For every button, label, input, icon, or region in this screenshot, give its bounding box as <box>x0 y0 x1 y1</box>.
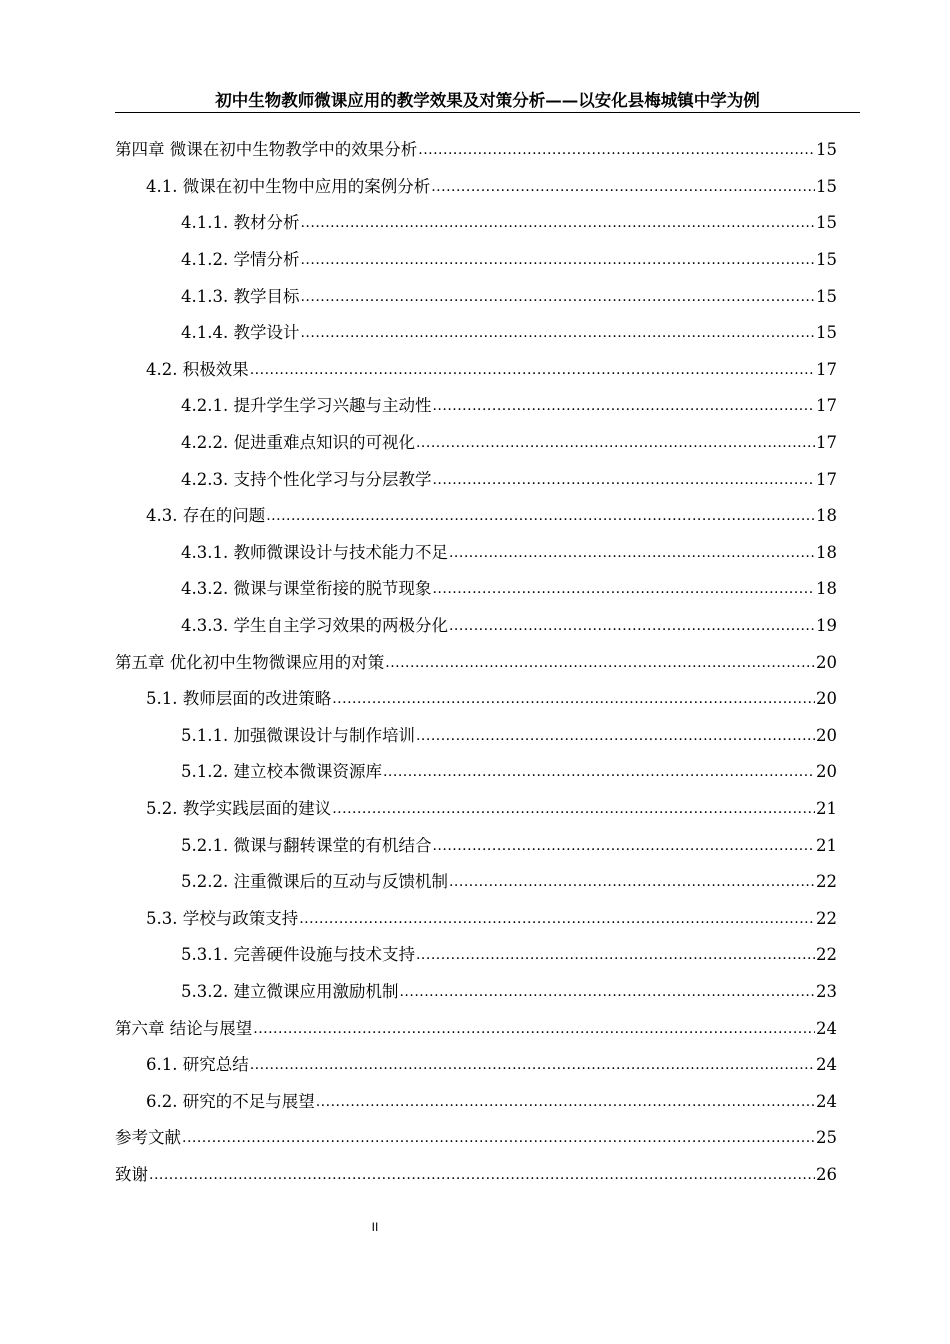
toc-entry-page-number: 20 <box>816 652 837 672</box>
toc-entry-title: 5.1. 教师层面的改进策略 <box>146 689 332 709</box>
toc-dot-leader <box>416 433 815 453</box>
toc-entry-page-number: 22 <box>816 908 837 928</box>
toc-dot-leader <box>149 1165 815 1185</box>
toc-entry[interactable] <box>115 900 837 937</box>
toc-entry-page-number: 17 <box>816 396 837 416</box>
toc-entry[interactable] <box>115 791 837 828</box>
running-header-title: 初中生物教师微课应用的教学效果及对策分析——以安化县梅城镇中学为例 <box>215 91 760 110</box>
toc-entry-title: 5.3.2. 建立微课应用激励机制 <box>181 981 399 1001</box>
toc-entry[interactable] <box>115 754 837 791</box>
toc-entry-page-number: 18 <box>816 579 837 599</box>
toc-entry-title: 第五章 优化初中生物微课应用的对策 <box>115 652 385 672</box>
toc-dot-leader <box>418 140 815 160</box>
toc-entry-title: 4.1. 微课在初中生物中应用的案例分析 <box>146 176 431 196</box>
toc-dot-leader <box>332 799 815 819</box>
toc-entry-title: 致谢 <box>115 1164 148 1184</box>
toc-dot-leader <box>332 689 815 709</box>
toc-dot-leader <box>300 213 815 233</box>
toc-entry[interactable] <box>115 1047 837 1084</box>
toc-entry[interactable] <box>115 1010 837 1047</box>
toc-entry-title: 4.2.1. 提升学生学习兴趣与主动性 <box>181 396 432 416</box>
toc-entry-page-number: 19 <box>816 616 837 636</box>
toc-entry-page-number: 20 <box>816 762 837 782</box>
toc-dot-leader <box>449 872 815 892</box>
toc-entry-title: 4.2.2. 促进重难点知识的可视化 <box>181 433 415 453</box>
toc-entry-title: 6.2. 研究的不足与展望 <box>146 1091 315 1111</box>
toc-dot-leader <box>266 506 815 526</box>
toc-entry-page-number: 17 <box>816 469 837 489</box>
toc-entry-page-number: 15 <box>816 140 837 160</box>
toc-entry-page-number: 17 <box>816 359 837 379</box>
toc-dot-leader <box>316 1092 815 1112</box>
toc-dot-leader <box>299 909 815 929</box>
toc-dot-leader <box>385 653 815 673</box>
toc-dot-leader <box>300 250 815 270</box>
toc-dot-leader <box>432 579 815 599</box>
toc-entry-page-number: 15 <box>816 176 837 196</box>
toc-entry-page-number: 24 <box>816 1018 837 1038</box>
toc-entry[interactable] <box>115 937 837 974</box>
toc-entry-title: 4.1.4. 教学设计 <box>181 323 300 343</box>
toc-entry-page-number: 15 <box>816 213 837 233</box>
toc-dot-leader <box>432 836 815 856</box>
toc-entry-title: 6.1. 研究总结 <box>146 1055 249 1075</box>
toc-entry-page-number: 15 <box>816 323 837 343</box>
toc-entry[interactable] <box>115 1120 837 1157</box>
toc-entry-page-number: 26 <box>816 1164 837 1184</box>
toc-entry-title: 第四章 微课在初中生物教学中的效果分析 <box>115 140 418 160</box>
toc-dot-leader <box>383 762 815 782</box>
toc-entry[interactable] <box>115 681 837 718</box>
toc-entry-title: 5.2.2. 注重微课后的互动与反馈机制 <box>181 872 448 892</box>
toc-entry[interactable] <box>115 278 837 315</box>
toc-entry-page-number: 15 <box>816 286 837 306</box>
toc-entry-page-number: 15 <box>816 250 837 270</box>
toc-entry[interactable] <box>115 461 837 498</box>
toc-entry-title: 4.3.2. 微课与课堂衔接的脱节现象 <box>181 579 432 599</box>
toc-dot-leader <box>432 396 815 416</box>
toc-entry[interactable] <box>115 718 837 755</box>
toc-entry-title: 4.1.1. 教材分析 <box>181 213 300 233</box>
toc-entry-title: 5.1.1. 加强微课设计与制作培训 <box>181 725 415 745</box>
toc-dot-leader <box>432 470 815 490</box>
toc-entry-page-number: 24 <box>816 1091 837 1111</box>
toc-entry-page-number: 25 <box>816 1128 837 1148</box>
toc-entry-title: 5.3.1. 完善硬件设施与技术支持 <box>181 945 415 965</box>
toc-dot-leader <box>416 945 815 965</box>
toc-entry-page-number: 22 <box>816 945 837 965</box>
toc-entry-title: 4.2.3. 支持个性化学习与分层教学 <box>181 469 432 489</box>
toc-dot-leader <box>399 982 815 1002</box>
toc-entry[interactable] <box>115 388 837 425</box>
toc-entry-page-number: 21 <box>816 835 837 855</box>
toc-entry-page-number: 20 <box>816 725 837 745</box>
toc-entry[interactable] <box>115 205 837 242</box>
toc-dot-leader <box>431 177 815 197</box>
toc-entry-page-number: 17 <box>816 433 837 453</box>
toc-entry-title: 4.3.3. 学生自主学习效果的两极分化 <box>181 616 448 636</box>
toc-entry-page-number: 21 <box>816 798 837 818</box>
toc-dot-leader <box>416 726 815 746</box>
toc-entry[interactable] <box>115 169 837 206</box>
toc-entry-title: 4.1.2. 学情分析 <box>181 250 300 270</box>
toc-entry-title: 4.1.3. 教学目标 <box>181 286 300 306</box>
toc-dot-leader <box>250 360 815 380</box>
toc-entry-title: 5.2. 教学实践层面的建议 <box>146 798 332 818</box>
header-rule <box>115 112 860 113</box>
toc-dot-leader <box>250 1055 815 1075</box>
toc-dot-leader <box>449 616 815 636</box>
toc-entry-page-number: 18 <box>816 542 837 562</box>
toc-entry[interactable] <box>115 498 837 535</box>
toc-entry[interactable] <box>115 644 837 681</box>
toc-entry-title: 4.3. 存在的问题 <box>146 506 266 526</box>
toc-entry-title: 参考文献 <box>115 1128 181 1148</box>
toc-dot-leader <box>449 543 815 563</box>
toc-entry-page-number: 23 <box>816 981 837 1001</box>
toc-entry[interactable] <box>115 827 837 864</box>
toc-entry-title: 5.2.1. 微课与翻转课堂的有机结合 <box>181 835 432 855</box>
toc-dot-leader <box>253 1019 815 1039</box>
toc-dot-leader <box>182 1128 815 1148</box>
toc-entry[interactable] <box>115 315 837 352</box>
toc-entry[interactable] <box>115 608 837 645</box>
toc-entry[interactable] <box>115 864 837 901</box>
toc-entry[interactable] <box>115 974 837 1011</box>
toc-entry-page-number: 24 <box>816 1055 837 1075</box>
toc-entry-page-number: 22 <box>816 872 837 892</box>
toc-entry[interactable] <box>115 242 837 279</box>
toc-entry-title: 4.3.1. 教师微课设计与技术能力不足 <box>181 542 448 562</box>
toc-dot-leader <box>300 287 815 307</box>
toc-entry[interactable] <box>115 1157 837 1194</box>
toc-entry[interactable] <box>115 425 837 462</box>
toc-entry[interactable] <box>115 1083 837 1120</box>
toc-entry[interactable] <box>115 352 837 389</box>
page-number: II <box>371 1220 379 1234</box>
table-of-contents <box>115 132 837 1193</box>
toc-dot-leader <box>300 323 815 343</box>
toc-entry-page-number: 20 <box>816 689 837 709</box>
toc-entry[interactable] <box>115 132 837 169</box>
toc-entry[interactable] <box>115 535 837 572</box>
toc-entry[interactable] <box>115 571 837 608</box>
toc-entry-title: 4.2. 积极效果 <box>146 359 249 379</box>
toc-entry-page-number: 18 <box>816 506 837 526</box>
toc-entry-title: 5.1.2. 建立校本微课资源库 <box>181 762 382 782</box>
toc-entry-title: 5.3. 学校与政策支持 <box>146 908 299 928</box>
toc-entry-title: 第六章 结论与展望 <box>115 1018 253 1038</box>
